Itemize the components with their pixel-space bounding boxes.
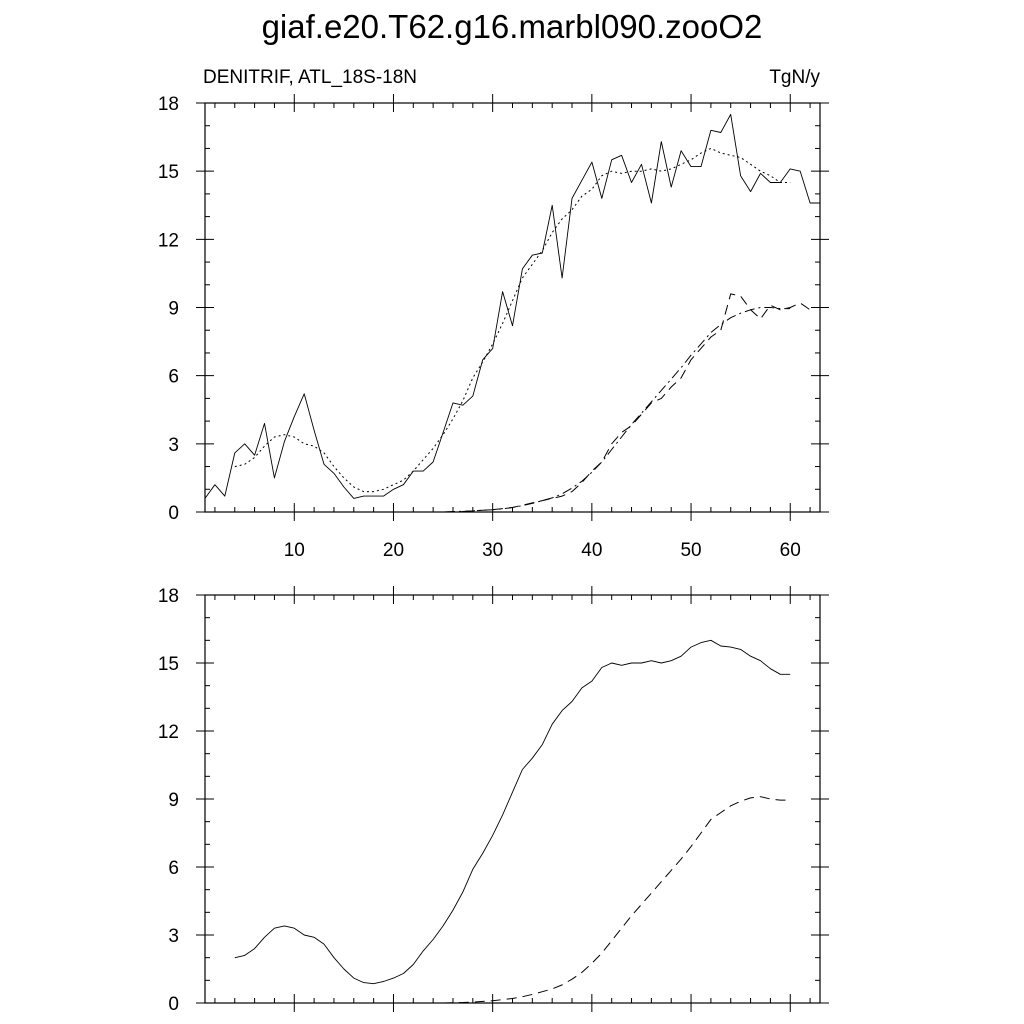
y-tick-label: 0 (168, 994, 179, 1015)
y-tick-label: 12 (157, 722, 179, 743)
y-tick-label: 6 (168, 366, 179, 388)
plot-frame (205, 595, 820, 1003)
panel-left-label: DENITRIF, ATL_18S-18N (203, 67, 418, 88)
y-tick-label: 9 (168, 298, 179, 320)
y-tick-label: 3 (168, 434, 179, 456)
x-tick-label: 40 (581, 540, 603, 561)
series-line-dashed (205, 294, 810, 512)
top-panel (158, 94, 829, 561)
x-tick-label: 50 (680, 540, 702, 561)
panel-right-label: TgN/y (769, 67, 820, 88)
x-tick-label: 30 (482, 540, 504, 561)
series-line-dashdot (205, 308, 790, 513)
y-tick-label: 18 (157, 94, 179, 115)
x-tick-label: 60 (779, 540, 801, 561)
y-tick-label: 0 (168, 503, 179, 524)
x-tick-label: 20 (382, 540, 405, 561)
bottom-panel (158, 586, 829, 1015)
y-tick-label: 15 (157, 162, 179, 184)
y-tick-label: 15 (157, 654, 179, 675)
y-tick-label: 18 (157, 586, 179, 607)
series-line-dashed (235, 797, 790, 1003)
x-tick-label: 10 (283, 540, 305, 561)
series-line-dotted (235, 148, 790, 491)
y-tick-label: 12 (157, 230, 179, 252)
y-tick-label: 9 (168, 790, 179, 811)
figure-title: giaf.e20.T62.g16.marbl090.zooO2 (261, 8, 763, 45)
plot-frame (205, 103, 820, 512)
y-tick-label: 3 (168, 926, 179, 947)
series-line-solid (235, 640, 790, 983)
y-tick-label: 6 (168, 858, 179, 879)
